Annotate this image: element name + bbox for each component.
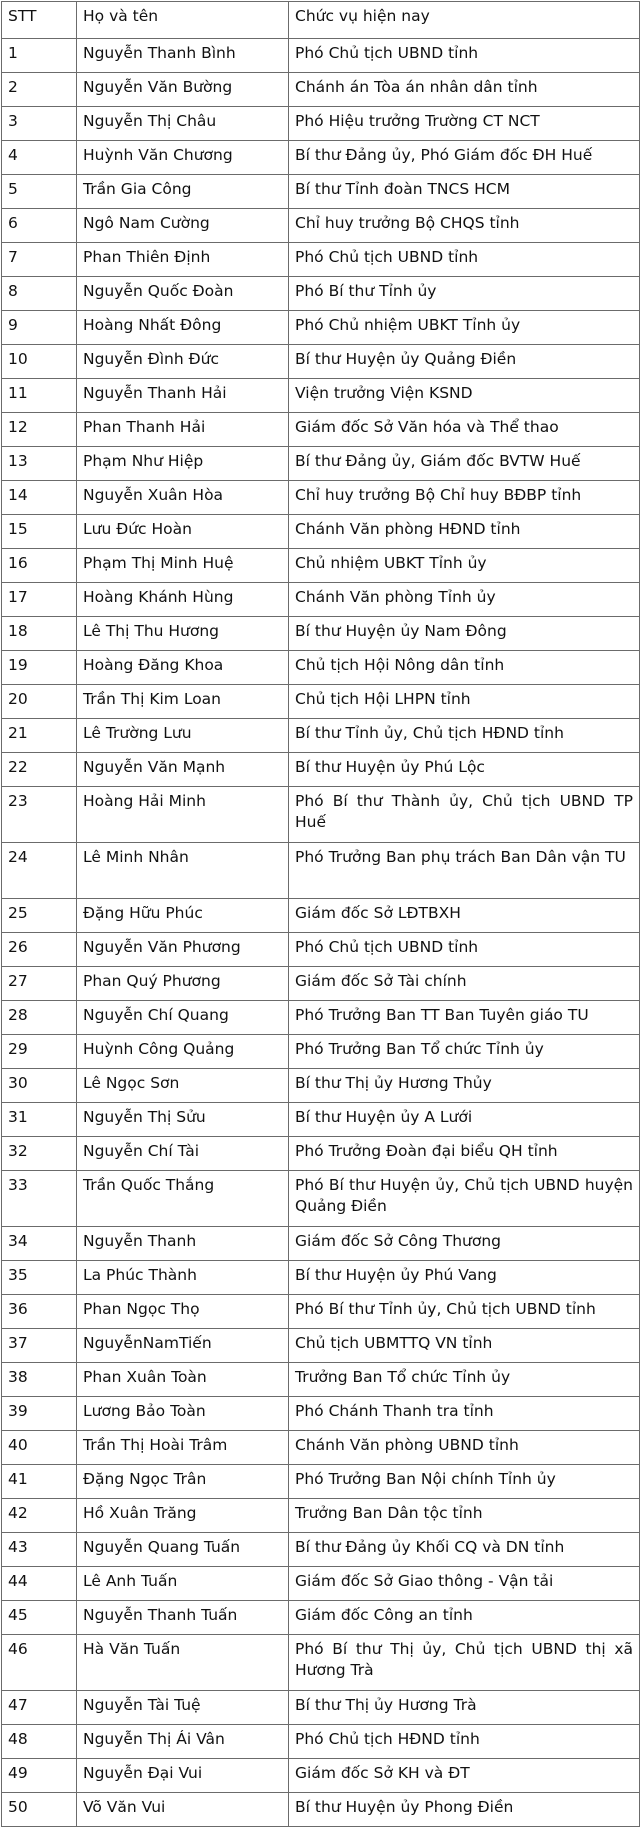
cell-name: Nguyễn Đình Đức — [77, 345, 289, 379]
cell-stt: 35 — [2, 1261, 77, 1295]
table-row — [2, 175, 640, 209]
cell-name: Lê Anh Tuấn — [77, 1567, 289, 1601]
table-row — [2, 1567, 640, 1601]
table-row — [2, 1329, 640, 1363]
table-row — [2, 583, 640, 617]
cell-position: Phó Bí thư Tỉnh ủy — [289, 277, 640, 311]
table-body — [2, 39, 640, 1827]
table-row — [2, 209, 640, 243]
cell-name: Nguyễn Chí Quang — [77, 1001, 289, 1035]
cell-position: Phó Bí thư Thành ủy, Chủ tịch UBND TP Huế — [289, 787, 640, 843]
cell-stt: 10 — [2, 345, 77, 379]
table-row — [2, 39, 640, 73]
cell-stt: 44 — [2, 1567, 77, 1601]
cell-name: Nguyễn Thị Sửu — [77, 1103, 289, 1137]
table-row — [2, 719, 640, 753]
cell-stt: 50 — [2, 1793, 77, 1827]
table-row — [2, 1103, 640, 1137]
cell-stt: 43 — [2, 1533, 77, 1567]
cell-name: Hoàng Hải Minh — [77, 787, 289, 843]
cell-name: Nguyễn Tài Tuệ — [77, 1691, 289, 1725]
cell-position: Bí thư Huyện ủy Quảng Điền — [289, 345, 640, 379]
cell-stt: 1 — [2, 39, 77, 73]
cell-position: Bí thư Tỉnh ủy, Chủ tịch HĐND tỉnh — [289, 719, 640, 753]
cell-stt: 42 — [2, 1499, 77, 1533]
table-row — [2, 1691, 640, 1725]
table-row — [2, 843, 640, 899]
cell-stt: 17 — [2, 583, 77, 617]
cell-position: Bí thư Đảng ủy, Phó Giám đốc ĐH Huế — [289, 141, 640, 175]
cell-name: Lương Bảo Toàn — [77, 1397, 289, 1431]
table-row — [2, 73, 640, 107]
cell-name: Nguyễn Văn Bường — [77, 73, 289, 107]
cell-name: Phan Quý Phương — [77, 967, 289, 1001]
cell-stt: 41 — [2, 1465, 77, 1499]
table-row — [2, 1363, 640, 1397]
table-row — [2, 1725, 640, 1759]
cell-name: La Phúc Thành — [77, 1261, 289, 1295]
cell-position: Bí thư Huyện ủy Phú Vang — [289, 1261, 640, 1295]
table-row — [2, 141, 640, 175]
cell-stt: 4 — [2, 141, 77, 175]
cell-stt: 48 — [2, 1725, 77, 1759]
cell-position: Trưởng Ban Dân tộc tỉnh — [289, 1499, 640, 1533]
cell-position: Bí thư Huyện ủy Phong Điền — [289, 1793, 640, 1827]
cell-position: Phó Hiệu trưởng Trường CT NCT — [289, 107, 640, 141]
cell-name: Hoàng Nhất Đông — [77, 311, 289, 345]
table-row — [2, 413, 640, 447]
document-page — [0, 1, 640, 1827]
cell-name: Nguyễn Thanh Hải — [77, 379, 289, 413]
cell-position: Giám đốc Sở KH và ĐT — [289, 1759, 640, 1793]
table-row — [2, 1035, 640, 1069]
cell-stt: 30 — [2, 1069, 77, 1103]
table-row — [2, 933, 640, 967]
cell-stt: 25 — [2, 899, 77, 933]
table-row — [2, 617, 640, 651]
cell-position: Giám đốc Sở Giao thông - Vận tải — [289, 1567, 640, 1601]
cell-position: Phó Chủ tịch UBND tỉnh — [289, 39, 640, 73]
cell-position: Chủ tịch UBMTTQ VN tỉnh — [289, 1329, 640, 1363]
table-row — [2, 753, 640, 787]
cell-name: Huỳnh Văn Chương — [77, 141, 289, 175]
table-row — [2, 447, 640, 481]
table-row — [2, 787, 640, 843]
cell-position: Chủ nhiệm UBKT Tỉnh ủy — [289, 549, 640, 583]
cell-stt: 38 — [2, 1363, 77, 1397]
cell-position: Bí thư Tỉnh đoàn TNCS HCM — [289, 175, 640, 209]
cell-stt: 32 — [2, 1137, 77, 1171]
table-row — [2, 1397, 640, 1431]
cell-stt: 18 — [2, 617, 77, 651]
cell-stt: 23 — [2, 787, 77, 843]
cell-position: Giám đốc Sở Công Thương — [289, 1227, 640, 1261]
cell-stt: 49 — [2, 1759, 77, 1793]
cell-stt: 16 — [2, 549, 77, 583]
cell-position: Chủ tịch Hội Nông dân tỉnh — [289, 651, 640, 685]
header-position: Chức vụ hiện nay — [289, 2, 640, 39]
cell-name: Nguyễn Thanh — [77, 1227, 289, 1261]
cell-stt: 11 — [2, 379, 77, 413]
table-row — [2, 1499, 640, 1533]
cell-stt: 27 — [2, 967, 77, 1001]
cell-position: Bí thư Thị ủy Hương Trà — [289, 1691, 640, 1725]
cell-stt: 40 — [2, 1431, 77, 1465]
cell-stt: 19 — [2, 651, 77, 685]
cell-name: Nguyễn Thị Ái Vân — [77, 1725, 289, 1759]
table-row — [2, 651, 640, 685]
cell-position: Phó Chủ tịch HĐND tỉnh — [289, 1725, 640, 1759]
cell-name: Đặng Ngọc Trân — [77, 1465, 289, 1499]
table-row — [2, 345, 640, 379]
table-row — [2, 1793, 640, 1827]
table-row — [2, 1261, 640, 1295]
cell-name: Hoàng Khánh Hùng — [77, 583, 289, 617]
cell-position: Bí thư Huyện ủy Phú Lộc — [289, 753, 640, 787]
cell-position: Bí thư Đảng ủy, Giám đốc BVTW Huế — [289, 447, 640, 481]
cell-name: Hà Văn Tuấn — [77, 1635, 289, 1691]
cell-position: Phó Bí thư Tỉnh ủy, Chủ tịch UBND tỉnh — [289, 1295, 640, 1329]
table-row — [2, 1759, 640, 1793]
cell-position: Chánh Văn phòng Tỉnh ủy — [289, 583, 640, 617]
table-row — [2, 481, 640, 515]
cell-stt: 9 — [2, 311, 77, 345]
cell-position: Phó Bí thư Thị ủy, Chủ tịch UBND thị xã Hương Trà — [289, 1635, 640, 1691]
table-row — [2, 1635, 640, 1691]
table-header — [2, 2, 640, 39]
cell-stt: 26 — [2, 933, 77, 967]
cell-stt: 29 — [2, 1035, 77, 1069]
cell-name: Đặng Hữu Phúc — [77, 899, 289, 933]
cell-position: Chỉ huy trưởng Bộ CHQS tỉnh — [289, 209, 640, 243]
cell-position: Viện trưởng Viện KSND — [289, 379, 640, 413]
cell-stt: 28 — [2, 1001, 77, 1035]
cell-stt: 39 — [2, 1397, 77, 1431]
cell-stt: 5 — [2, 175, 77, 209]
cell-name: Nguyễn Thị Châu — [77, 107, 289, 141]
cell-stt: 12 — [2, 413, 77, 447]
table-row — [2, 1431, 640, 1465]
cell-stt: 34 — [2, 1227, 77, 1261]
cell-stt: 8 — [2, 277, 77, 311]
table-row — [2, 1533, 640, 1567]
cell-position: Giám đốc Sở Tài chính — [289, 967, 640, 1001]
cell-name: Nguyễn Thanh Bình — [77, 39, 289, 73]
cell-position: Bí thư Đảng ủy Khối CQ và DN tỉnh — [289, 1533, 640, 1567]
cell-stt: 33 — [2, 1171, 77, 1227]
table-row — [2, 549, 640, 583]
cell-stt: 20 — [2, 685, 77, 719]
cell-position: Giám đốc Sở Văn hóa và Thể thao — [289, 413, 640, 447]
cell-position: Giám đốc Công an tỉnh — [289, 1601, 640, 1635]
cell-name: Phan Xuân Toàn — [77, 1363, 289, 1397]
cell-name: Lưu Đức Hoàn — [77, 515, 289, 549]
cell-position: Phó Trưởng Đoàn đại biểu QH tỉnh — [289, 1137, 640, 1171]
cell-name: Nguyễn Quốc Đoàn — [77, 277, 289, 311]
table-row — [2, 1227, 640, 1261]
table-row — [2, 1171, 640, 1227]
cell-position: Phó Chủ tịch UBND tỉnh — [289, 933, 640, 967]
cell-name: Phan Thanh Hải — [77, 413, 289, 447]
cell-position: Phó Chủ tịch UBND tỉnh — [289, 243, 640, 277]
cell-name: Phan Thiên Định — [77, 243, 289, 277]
cell-name: Lê Trường Lưu — [77, 719, 289, 753]
table-row — [2, 379, 640, 413]
officials-table — [1, 1, 640, 1827]
header-stt: STT — [2, 2, 77, 39]
cell-stt: 6 — [2, 209, 77, 243]
cell-name: Võ Văn Vui — [77, 1793, 289, 1827]
cell-stt: 46 — [2, 1635, 77, 1691]
table-row — [2, 967, 640, 1001]
cell-stt: 3 — [2, 107, 77, 141]
cell-name: Trần Quốc Thắng — [77, 1171, 289, 1227]
cell-stt: 14 — [2, 481, 77, 515]
table-row — [2, 515, 640, 549]
cell-name: Lê Thị Thu Hương — [77, 617, 289, 651]
cell-stt: 36 — [2, 1295, 77, 1329]
table-row — [2, 1601, 640, 1635]
cell-name: Nguyễn Văn Phương — [77, 933, 289, 967]
cell-name: Trần Thị Hoài Trâm — [77, 1431, 289, 1465]
cell-name: Trần Thị Kim Loan — [77, 685, 289, 719]
cell-position: Phó Trưởng Ban TT Ban Tuyên giáo TU — [289, 1001, 640, 1035]
cell-stt: 22 — [2, 753, 77, 787]
cell-position: Giám đốc Sở LĐTBXH — [289, 899, 640, 933]
cell-position: Phó Trưởng Ban Nội chính Tỉnh ủy — [289, 1465, 640, 1499]
cell-stt: 37 — [2, 1329, 77, 1363]
cell-name: Hoàng Đăng Khoa — [77, 651, 289, 685]
cell-name: NguyễnNamTiến — [77, 1329, 289, 1363]
table-row — [2, 1069, 640, 1103]
cell-name: Phạm Thị Minh Huệ — [77, 549, 289, 583]
cell-position: Chánh án Tòa án nhân dân tỉnh — [289, 73, 640, 107]
cell-position: Bí thư Huyện ủy A Lưới — [289, 1103, 640, 1137]
cell-stt: 21 — [2, 719, 77, 753]
cell-name: Nguyễn Quang Tuấn — [77, 1533, 289, 1567]
cell-position: Phó Chủ nhiệm UBKT Tỉnh ủy — [289, 311, 640, 345]
cell-position: Phó Chánh Thanh tra tỉnh — [289, 1397, 640, 1431]
cell-stt: 47 — [2, 1691, 77, 1725]
table-row — [2, 311, 640, 345]
cell-stt: 31 — [2, 1103, 77, 1137]
cell-name: Nguyễn Văn Mạnh — [77, 753, 289, 787]
cell-name: Ngô Nam Cường — [77, 209, 289, 243]
cell-name: Lê Minh Nhân — [77, 843, 289, 899]
table-row — [2, 685, 640, 719]
cell-name: Trần Gia Công — [77, 175, 289, 209]
cell-stt: 24 — [2, 843, 77, 899]
cell-stt: 7 — [2, 243, 77, 277]
cell-stt: 45 — [2, 1601, 77, 1635]
table-row — [2, 899, 640, 933]
cell-name: Huỳnh Công Quảng — [77, 1035, 289, 1069]
cell-position: Chánh Văn phòng UBND tỉnh — [289, 1431, 640, 1465]
table-row — [2, 1001, 640, 1035]
cell-position: Chỉ huy trưởng Bộ Chỉ huy BĐBP tỉnh — [289, 481, 640, 515]
cell-stt: 15 — [2, 515, 77, 549]
cell-position: Chủ tịch Hội LHPN tỉnh — [289, 685, 640, 719]
table-row — [2, 107, 640, 141]
cell-name: Nguyễn Thanh Tuấn — [77, 1601, 289, 1635]
cell-position: Trưởng Ban Tổ chức Tỉnh ủy — [289, 1363, 640, 1397]
cell-position: Phó Bí thư Huyện ủy, Chủ tịch UBND huyện Quảng Điền — [289, 1171, 640, 1227]
cell-name: Nguyễn Chí Tài — [77, 1137, 289, 1171]
table-row — [2, 1465, 640, 1499]
table-row — [2, 1137, 640, 1171]
cell-name: Phan Ngọc Thọ — [77, 1295, 289, 1329]
cell-name: Hồ Xuân Trăng — [77, 1499, 289, 1533]
table-row — [2, 1295, 640, 1329]
cell-name: Nguyễn Xuân Hòa — [77, 481, 289, 515]
cell-position: Bí thư Thị ủy Hương Thủy — [289, 1069, 640, 1103]
header-name: Họ và tên — [77, 2, 289, 39]
cell-position: Chánh Văn phòng HĐND tỉnh — [289, 515, 640, 549]
cell-name: Phạm Như Hiệp — [77, 447, 289, 481]
cell-name: Nguyễn Đại Vui — [77, 1759, 289, 1793]
cell-position: Phó Trưởng Ban Tổ chức Tỉnh ủy — [289, 1035, 640, 1069]
cell-stt: 2 — [2, 73, 77, 107]
cell-position: Bí thư Huyện ủy Nam Đông — [289, 617, 640, 651]
cell-stt: 13 — [2, 447, 77, 481]
cell-position: Phó Trưởng Ban phụ trách Ban Dân vận TU — [289, 843, 640, 899]
cell-name: Lê Ngọc Sơn — [77, 1069, 289, 1103]
table-row — [2, 243, 640, 277]
table-row — [2, 277, 640, 311]
